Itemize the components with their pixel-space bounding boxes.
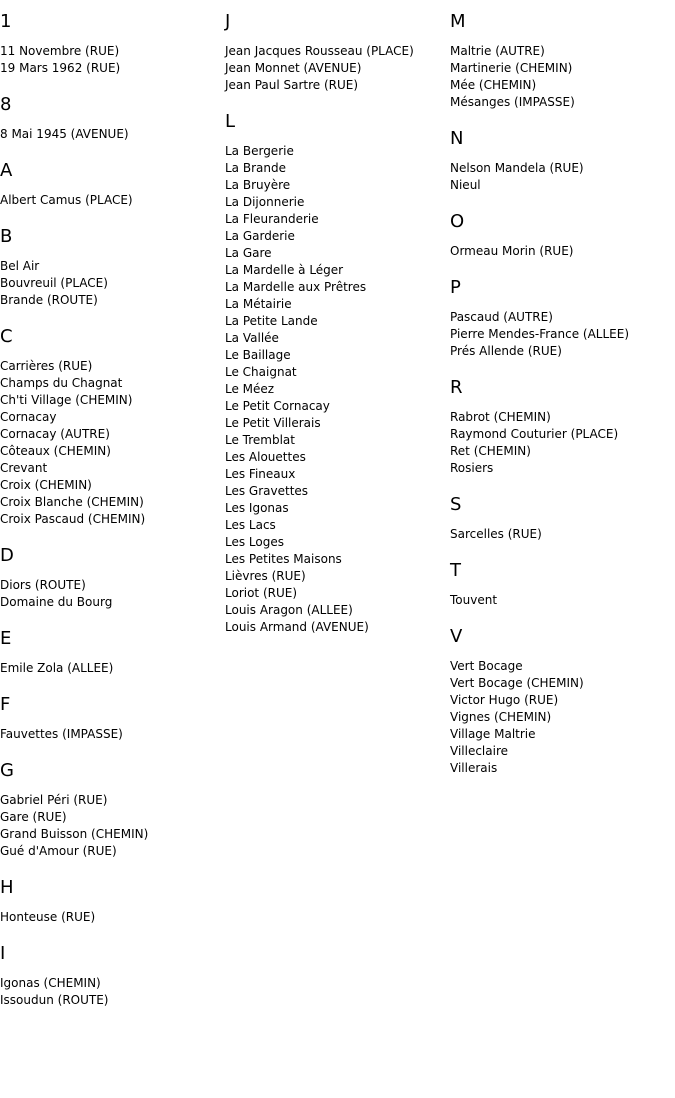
street-link[interactable]: Raymond Couturier (PLACE) — [450, 427, 619, 441]
street-link[interactable]: Vert Bocage — [450, 659, 523, 673]
street-link[interactable]: Villerais — [450, 761, 498, 775]
letter-heading: D — [0, 545, 14, 566]
street-list — [450, 43, 675, 111]
street-link[interactable]: La Garderie — [225, 229, 295, 243]
letter-heading: 8 — [0, 94, 12, 115]
street-link[interactable]: Ret (CHEMIN) — [450, 444, 531, 458]
letter-group — [0, 544, 225, 611]
street-list — [0, 43, 225, 77]
street-link[interactable]: Nieul — [450, 178, 481, 192]
street-link[interactable]: Sarcelles (RUE) — [450, 527, 542, 541]
street-link[interactable]: Croix Blanche (CHEMIN) — [0, 495, 144, 509]
street-link[interactable]: Issoudun (ROUTE) — [0, 993, 109, 1007]
street-link[interactable]: Carrières (RUE) — [0, 359, 93, 373]
letter-group — [450, 625, 675, 777]
street-link[interactable]: Les Fineaux — [225, 467, 296, 481]
street-link[interactable]: Nelson Mandela (RUE) — [450, 161, 584, 175]
letter-group — [0, 942, 225, 1009]
street-link[interactable]: Emile Zola (ALLEE) — [0, 661, 114, 675]
street-link[interactable]: Vignes (CHEMIN) — [450, 710, 552, 724]
street-list — [225, 143, 450, 636]
letter-heading: L — [225, 111, 236, 132]
street-link[interactable]: La Mardelle à Léger — [225, 263, 344, 277]
street-list — [0, 726, 225, 743]
street-index-column-1 — [0, 10, 225, 1025]
street-link[interactable]: Crevant — [0, 461, 48, 475]
street-link[interactable]: Loriot (RUE) — [225, 586, 298, 600]
street-link[interactable]: Vert Bocage (CHEMIN) — [450, 676, 584, 690]
street-link[interactable]: Les Lacs — [225, 518, 276, 532]
street-list — [0, 258, 225, 309]
street-link[interactable]: Rabrot (CHEMIN) — [450, 410, 551, 424]
street-link[interactable]: Fauvettes (IMPASSE) — [0, 727, 123, 741]
street-link[interactable]: La Gare — [225, 246, 272, 260]
street-list — [450, 160, 675, 194]
letter-group — [450, 276, 675, 360]
letter-group — [225, 110, 450, 636]
street-link[interactable]: La Petite Lande — [225, 314, 318, 328]
street-link[interactable]: Mée (CHEMIN) — [450, 78, 537, 92]
street-link[interactable]: Gué d'Amour (RUE) — [0, 844, 117, 858]
letter-heading: B — [0, 226, 13, 247]
street-list — [0, 975, 225, 1009]
street-link[interactable]: Gare (RUE) — [0, 810, 67, 824]
street-list — [0, 909, 225, 926]
street-link[interactable]: Croix Pascaud (CHEMIN) — [0, 512, 146, 526]
letter-group — [450, 493, 675, 543]
street-link[interactable]: Maltrie (AUTRE) — [450, 44, 545, 58]
street-list — [0, 358, 225, 528]
street-link[interactable]: Jean Paul Sartre (RUE) — [225, 78, 359, 92]
letter-group — [0, 93, 225, 143]
letter-group — [450, 210, 675, 260]
street-link[interactable]: Le Baillage — [225, 348, 291, 362]
street-link[interactable]: Ormeau Morin (RUE) — [450, 244, 574, 258]
letter-heading: N — [450, 128, 464, 149]
letter-group — [0, 325, 225, 528]
letter-group — [0, 876, 225, 926]
letter-group — [0, 159, 225, 209]
street-link[interactable]: Prés Allende (RUE) — [450, 344, 562, 358]
street-list — [225, 43, 450, 94]
letter-heading: P — [450, 277, 461, 298]
letter-group — [0, 759, 225, 860]
street-list — [0, 192, 225, 209]
street-link[interactable]: Igonas (CHEMIN) — [0, 976, 101, 990]
street-link[interactable]: La Bruyère — [225, 178, 291, 192]
street-link[interactable]: Le Méez — [225, 382, 275, 396]
street-link[interactable]: La Vallée — [225, 331, 279, 345]
street-link[interactable]: Jean Monnet (AVENUE) — [225, 61, 362, 75]
street-link[interactable]: Honteuse (RUE) — [0, 910, 96, 924]
street-link[interactable]: Cornacay (AUTRE) — [0, 427, 110, 441]
street-list — [450, 243, 675, 260]
street-link[interactable]: Les Igonas — [225, 501, 289, 515]
letter-heading: J — [225, 11, 231, 32]
letter-heading: 1 — [0, 11, 12, 32]
letter-group — [0, 627, 225, 677]
street-link[interactable]: Village Maltrie — [450, 727, 536, 741]
street-link[interactable]: Le Petit Villerais — [225, 416, 321, 430]
letter-group — [0, 693, 225, 743]
street-link[interactable]: Les Loges — [225, 535, 284, 549]
street-link[interactable]: Croix (CHEMIN) — [0, 478, 92, 492]
street-link[interactable]: Villeclaire — [450, 744, 509, 758]
street-link[interactable]: Les Gravettes — [225, 484, 309, 498]
letter-heading: S — [450, 494, 462, 515]
letter-group — [0, 225, 225, 309]
letter-heading: O — [450, 211, 465, 232]
letter-group — [450, 559, 675, 609]
street-link[interactable]: Pascaud (AUTRE) — [450, 310, 553, 324]
street-link[interactable]: Grand Buisson (CHEMIN) — [0, 827, 149, 841]
street-link[interactable]: Bel Air — [0, 259, 40, 273]
street-link[interactable]: Touvent — [450, 593, 498, 607]
street-link[interactable]: Gabriel Péri (RUE) — [0, 793, 108, 807]
street-link[interactable]: Victor Hugo (RUE) — [450, 693, 559, 707]
letter-heading: R — [450, 377, 463, 398]
street-link[interactable]: Brande (ROUTE) — [0, 293, 98, 307]
letter-group — [450, 127, 675, 194]
letter-heading: G — [0, 760, 14, 781]
street-list — [450, 309, 675, 360]
letter-group — [450, 376, 675, 477]
street-link[interactable]: 8 Mai 1945 (AVENUE) — [0, 127, 129, 141]
street-link[interactable]: Le Chaignat — [225, 365, 297, 379]
street-list — [450, 592, 675, 609]
street-link[interactable]: Domaine du Bourg — [0, 595, 113, 609]
letter-heading: E — [0, 628, 12, 649]
letter-group — [0, 10, 225, 77]
street-link[interactable]: 11 Novembre (RUE) — [0, 44, 120, 58]
street-link[interactable]: Rosiers — [450, 461, 494, 475]
letter-heading: T — [450, 560, 461, 581]
street-link[interactable]: 19 Mars 1962 (RUE) — [0, 61, 121, 75]
street-link[interactable]: Mésanges (IMPASSE) — [450, 95, 575, 109]
street-link[interactable]: Pierre Mendes-France (ALLEE) — [450, 327, 630, 341]
letter-heading: M — [450, 11, 466, 32]
street-link[interactable]: Les Alouettes — [225, 450, 306, 464]
letter-heading: C — [0, 326, 13, 347]
street-link[interactable]: Côteaux (CHEMIN) — [0, 444, 111, 458]
street-list — [450, 658, 675, 777]
letter-heading: H — [0, 877, 14, 898]
street-list — [450, 526, 675, 543]
street-link[interactable]: Le Tremblat — [225, 433, 295, 447]
street-link[interactable]: La Bergerie — [225, 144, 294, 158]
letter-heading: V — [450, 626, 463, 647]
street-list — [0, 792, 225, 860]
street-list — [0, 126, 225, 143]
street-link[interactable]: La Brande — [225, 161, 286, 175]
street-link[interactable]: Le Petit Cornacay — [225, 399, 330, 413]
street-link[interactable]: La Mardelle aux Prêtres — [225, 280, 367, 294]
street-list — [450, 409, 675, 477]
letter-heading: F — [0, 694, 11, 715]
letter-heading: A — [0, 160, 13, 181]
street-index-column-3 — [450, 10, 675, 793]
street-link[interactable]: La Dijonnerie — [225, 195, 305, 209]
street-list — [0, 660, 225, 677]
street-link[interactable]: Champs du Chagnat — [0, 376, 123, 390]
street-link[interactable]: Ch'ti Village (CHEMIN) — [0, 393, 133, 407]
street-link[interactable]: Jean Jacques Rousseau (PLACE) — [225, 44, 414, 58]
street-link[interactable]: Louis Armand (AVENUE) — [225, 620, 369, 634]
letter-group — [225, 10, 450, 94]
street-link[interactable]: Albert Camus (PLACE) — [0, 193, 133, 207]
street-link[interactable]: La Fleuranderie — [225, 212, 319, 226]
street-link[interactable]: Bouvreuil (PLACE) — [0, 276, 108, 290]
street-list — [0, 577, 225, 611]
street-link[interactable]: Diors (ROUTE) — [0, 578, 86, 592]
letter-group — [450, 10, 675, 111]
street-link[interactable]: La Métairie — [225, 297, 292, 311]
letter-heading: I — [0, 943, 6, 964]
street-link[interactable]: Lièvres (RUE) — [225, 569, 306, 583]
street-link[interactable]: Louis Aragon (ALLEE) — [225, 603, 353, 617]
street-index-column-2 — [225, 10, 450, 652]
street-link[interactable]: Cornacay — [0, 410, 57, 424]
street-link[interactable]: Les Petites Maisons — [225, 552, 342, 566]
street-link[interactable]: Martinerie (CHEMIN) — [450, 61, 573, 75]
